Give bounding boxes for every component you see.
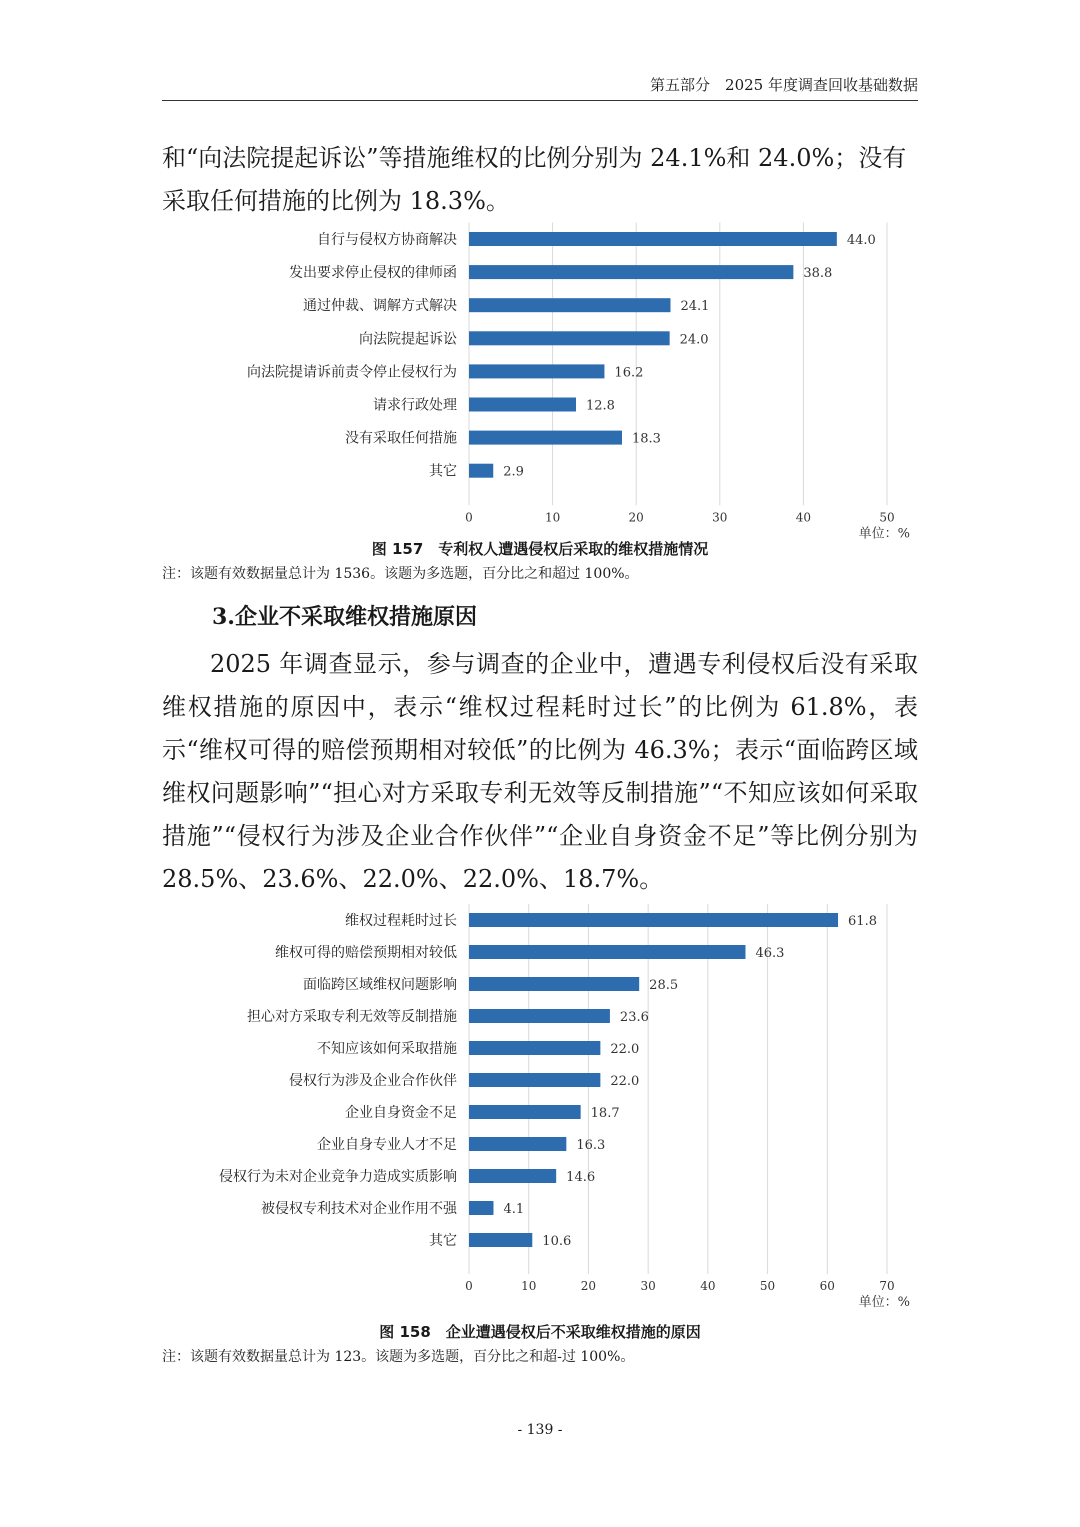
bar: [469, 1009, 610, 1023]
x-tick-label: 0: [465, 510, 473, 525]
x-tick-label: 40: [700, 1279, 716, 1293]
chart-158: [162, 902, 918, 1312]
bar: [469, 431, 622, 445]
category-label: 向法院提起诉讼: [359, 331, 457, 348]
category-label: 维权可得的赔偿预期相对较低: [275, 945, 457, 961]
data-label: 46.3: [755, 946, 785, 961]
bar: [469, 1137, 566, 1151]
x-tick-label: 10: [544, 510, 561, 525]
paragraph-2: 2025 年调查显示，参与调查的企业中，遭遇专利侵权后没有采取维权措施的原因中，表示“维权过程耗时过长”的比例为 61.8%，表示“维权可得的赔偿预期相对较低”的比例为 46.3%；表示“面临跨区域维权问题影响”“担心对方采取专利无效等反制措施”“不知应该如何采取措施”“侵权行为涉及企业合作伙伴”“企业自身资金不足”等比例分别为 28.5%、23.6%、22.0%、22.0%、18.7%。: [162, 650, 918, 893]
data-label: 28.5: [649, 978, 679, 993]
category-label: 发出要求停止侵权的律师函: [289, 265, 457, 282]
category-label: 通过仲裁、调解方式解决: [303, 298, 457, 315]
category-label: 面临跨区域维权问题影响: [303, 977, 457, 993]
header-rule: [162, 100, 918, 101]
unit-label: 单位：%: [858, 526, 910, 542]
x-tick-label: 30: [640, 1279, 656, 1293]
figure-158-note: 注：该题有效数据量总计为 123。该题为多选题，百分比之和超-过 100%。: [162, 1349, 635, 1365]
category-label: 担心对方采取专利无效等反制措施: [247, 1009, 457, 1025]
page-number: - 139 -: [517, 1422, 563, 1438]
data-label: 38.8: [803, 266, 833, 282]
x-tick-label: 50: [879, 510, 895, 525]
bar: [469, 1233, 532, 1247]
x-tick-label: 60: [819, 1279, 835, 1293]
data-label: 18.3: [631, 431, 661, 447]
bar: [469, 945, 745, 959]
x-tick-label: 0: [465, 1279, 473, 1293]
data-label: 10.6: [542, 1234, 572, 1249]
chart-158-svg: [162, 902, 918, 1312]
data-label: 14.6: [566, 1170, 596, 1185]
category-label: 企业自身专业人才不足: [317, 1137, 457, 1153]
data-label: 16.3: [576, 1138, 606, 1153]
bar: [469, 398, 576, 412]
data-label: 2.9: [503, 464, 524, 480]
data-label: 12.8: [586, 398, 615, 414]
figure-157-note: 注：该题有效数据量总计为 1536。该题为多选题，百分比之和超过 100%。: [162, 566, 639, 582]
bar: [469, 265, 793, 279]
data-label: 24.1: [680, 299, 710, 315]
data-label: 22.0: [610, 1074, 640, 1089]
section-heading: 3.企业不采取维权措施原因: [212, 604, 477, 630]
bar: [469, 1201, 493, 1215]
category-label: 侵权行为涉及企业合作伙伴: [289, 1073, 457, 1089]
bar: [469, 1041, 600, 1055]
category-label: 其它: [429, 1233, 457, 1249]
bar: [469, 232, 837, 246]
running-header: 第五部分 2025 年度调查回收基础数据: [650, 76, 918, 94]
bar: [469, 977, 639, 991]
figure-158-caption: 图 158 企业遭遇侵权后不采取维权措施的原因: [379, 1323, 701, 1341]
category-label: 其它: [429, 463, 457, 480]
unit-label: 单位：%: [858, 1295, 910, 1310]
data-label: 22.0: [610, 1042, 640, 1057]
chart-157-svg: [162, 222, 918, 542]
data-label: 44.0: [846, 233, 876, 248]
category-label: 没有采取任何措施: [345, 430, 457, 447]
category-label: 不知应该如何采取措施: [317, 1041, 457, 1057]
bar: [469, 1169, 556, 1183]
data-label: 16.2: [614, 365, 644, 381]
bar: [469, 364, 604, 378]
data-label: 23.6: [619, 1010, 649, 1025]
bar: [469, 298, 670, 312]
category-label: 向法院提请诉前责令停止侵权行为: [247, 364, 457, 381]
figure-157-caption: 图 157 专利权人遭遇侵权后采取的维权措施情况: [371, 540, 709, 558]
category-label: 侵权行为未对企业竞争力造成实质影响: [219, 1169, 457, 1185]
category-label: 企业自身资金不足: [345, 1105, 457, 1121]
category-label: 维权过程耗时过长: [345, 913, 457, 929]
data-label: 61.8: [848, 914, 877, 929]
data-label: 4.1: [503, 1202, 525, 1217]
paragraph-1: 和“向法院提起诉讼”等措施维权的比例分别为 24.1%和 24.0%；没有采取任何措施的比例为 18.3%。: [162, 144, 907, 215]
bar: [469, 464, 493, 478]
x-tick-label: 40: [795, 510, 812, 525]
category-label: 请求行政处理: [373, 397, 457, 414]
bar: [469, 1105, 581, 1119]
bar: [469, 1073, 600, 1087]
x-tick-label: 20: [628, 510, 644, 525]
x-tick-label: 70: [879, 1279, 895, 1293]
bar: [469, 913, 838, 927]
category-label: 自行与侵权方协商解决: [317, 232, 457, 248]
x-tick-label: 20: [580, 1279, 597, 1293]
x-tick-label: 50: [759, 1279, 776, 1293]
x-tick-label: 10: [521, 1279, 537, 1293]
category-label: 被侵权专利技术对企业作用不强: [261, 1201, 457, 1217]
chart-157: [162, 222, 918, 542]
data-label: 18.7: [590, 1106, 620, 1121]
x-tick-label: 30: [712, 510, 728, 525]
bar: [469, 331, 670, 345]
data-label: 24.0: [679, 332, 709, 348]
